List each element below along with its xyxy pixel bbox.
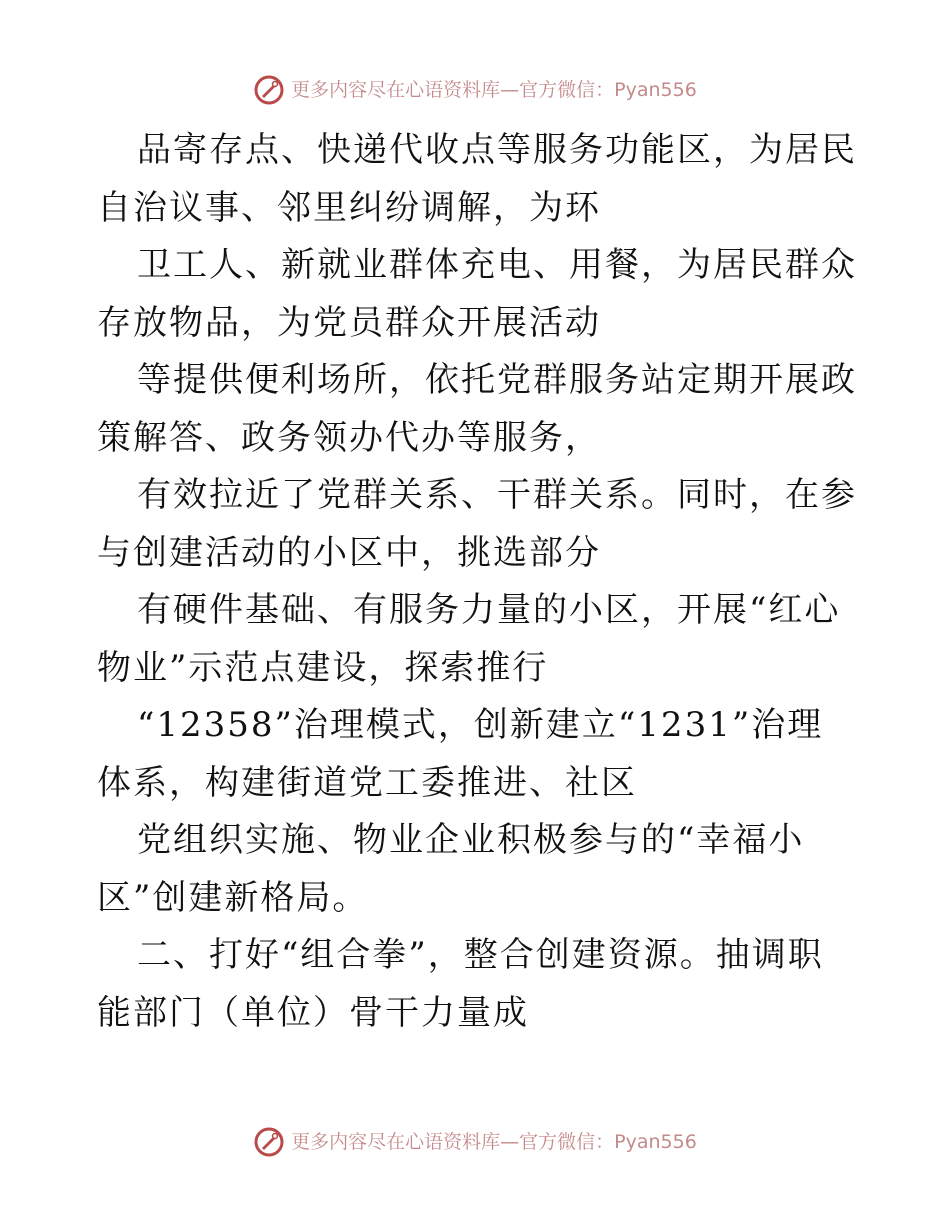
document-body [97, 122, 857, 1042]
paragraph-1: 品寄存点、快递代收点等服务功能区，为居民自治议事、邻里纠纷调解，为环 [97, 130, 857, 228]
header-watermark [0, 74, 950, 106]
paragraph-8: 二、打好“组合拳”，整合创建资源。抽调职能部门（单位）骨干力量成 [97, 935, 824, 1033]
paragraph-6: “12358”治理模式，创新建立“1231”治理体系，构建街道党工委推进、社区 [97, 705, 824, 803]
header-watermark-text: 更多内容尽在心语资料库—官方微信：Pyan556 [291, 79, 697, 101]
logo-icon [253, 74, 285, 106]
paragraph-4: 有效拉近了党群关系、干群关系。同时，在参与创建活动的小区中，挑选部分 [97, 475, 857, 573]
paragraph-7: 党组织实施、物业企业积极参与的“幸福小区”创建新格局。 [97, 820, 805, 918]
paragraph-2: 卫工人、新就业群体充电、用餐，为居民群众存放物品，为党员群众开展活动 [97, 245, 857, 343]
footer-watermark [0, 1126, 950, 1158]
paragraph-5: 有硬件基础、有服务力量的小区，开展“红心物业”示范点建设，探索推行 [97, 590, 841, 688]
footer-watermark-text: 更多内容尽在心语资料库—官方微信：Pyan556 [291, 1131, 697, 1153]
logo-icon [253, 1126, 285, 1158]
paragraph-3: 等提供便利场所，依托党群服务站定期开展政策解答、政务领办代办等服务， [97, 360, 857, 458]
